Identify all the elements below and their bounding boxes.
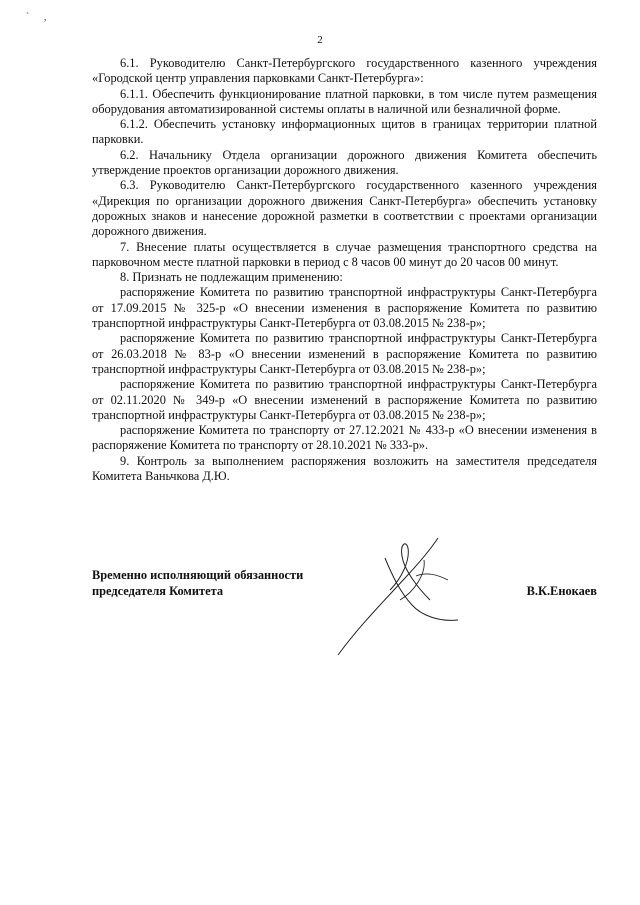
paragraph-8-item-1: распоряжение Комитета по развитию транспортной инфраструктуры Санкт-Петербурга от 17.09.2015 № 325-р «О внесении изменения в распоряжение Комитета по развитию транспортной инфраструктуры Санкт-Петербурга от 03.08.2015 № 238-р»; (92, 285, 597, 331)
handwritten-signature (330, 530, 470, 660)
signatory-title (92, 568, 303, 599)
paragraph-8: 8. Признать не подлежащим применению: (120, 270, 343, 285)
signatory-title-line2: председателя Комитета (92, 583, 224, 598)
paragraph-9: 9. Контроль за выполнением распоряжения возложить на заместителя председателя Комитета Ваньчкова Д.Ю. (92, 453, 597, 484)
paragraph-6-1: 6.1. Руководителю Санкт-Петербургского государственного казенного учреждения «Городской центр управления парковками Санкт-Петербурга»: (92, 56, 597, 86)
scan-corner-marks: ` , (26, 12, 53, 23)
paragraph-6-1-1: 6.1.1. Обеспечить функционирование платной парковки, в том числе путем размещения оборудования автоматизированной системы оплаты в наличной или безналичной форме. (92, 86, 597, 116)
paragraph-6-2: 6.2. Начальнику Отдела организации дорожного движения Комитета обеспечить утверждение проектов организации дорожного движения. (92, 147, 597, 178)
paragraph-6-3: 6.3. Руководителю Санкт-Петербургского государственного казенного учреждения «Дирекция по организации дорожного движения Санкт-Петербурга» обеспечить установку дорожных знаков и нанесение дорожной разметки в соответствии с проектами организации дорожного движения. (92, 178, 597, 239)
signatory-title-line1: Временно исполняющий обязанности (92, 568, 304, 582)
paragraph-8-item-2: распоряжение Комитета по развитию транспортной инфраструктуры Санкт-Петербурга от 26.03.2018 № 83-р «О внесении изменений в распоряжение Комитета по развитию транспортной инфраструктуры Санкт-Петербурга от 03.08.2015 № 238-р»; (92, 331, 597, 376)
paragraph-7: 7. Внесение платы осуществляется в случае размещения транспортного средства на парковочном месте платной парковки в период с 8 часов 00 минут до 20 часов 00 минут. (92, 239, 597, 269)
signatory-name: В.К.Енокаев (526, 584, 597, 598)
paragraph-8-item-4: распоряжение Комитета по транспорту от 27.12.2021 № 433-р «О внесении изменения в распоряжение Комитета по транспорту от 28.10.2021 № 333-р». (92, 423, 597, 453)
paragraph-6-1-2: 6.1.2. Обеспечить установку информационных щитов в границах территории платной парковки. (92, 117, 597, 147)
document-body (92, 56, 597, 484)
paragraph-8-item-3: распоряжение Комитета по развитию транспортной инфраструктуры Санкт-Петербурга от 02.11.2020 № 349-р «О внесении изменений в распоряжение Комитета по развитию транспортной инфраструктуры Санкт-Петербурга от 03.08.2015 № 238-р»; (92, 377, 597, 422)
page-number: 2 (317, 34, 323, 46)
